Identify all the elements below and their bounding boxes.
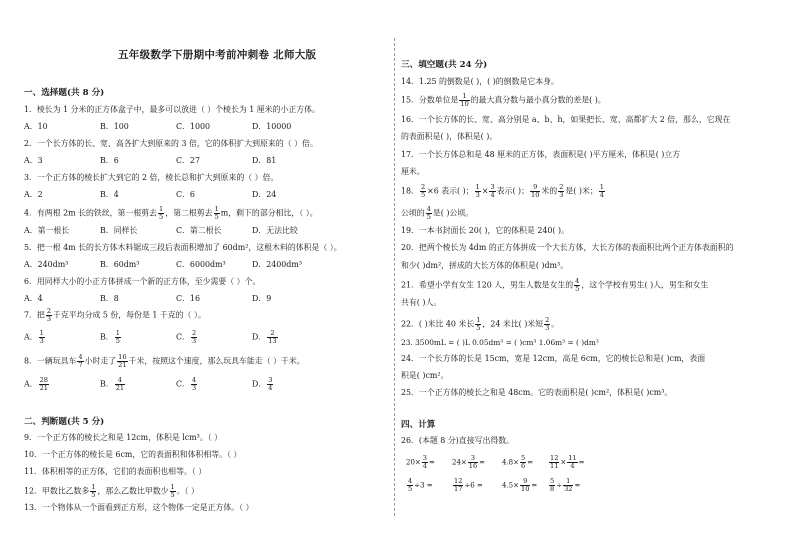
option-b[interactable]: B．8 xyxy=(100,294,119,303)
calc-item-6: $\frac{12}{17}$ ÷6 = xyxy=(454,477,483,493)
fraction-three-fourths: $\frac{3}{4}$ xyxy=(490,183,495,199)
option-a[interactable]: A．240dm³ xyxy=(24,260,69,269)
question-21-text-a: 21．希望小学有女生 120 人，男生人数是女生的 xyxy=(401,280,574,290)
option-b[interactable]: B．100 xyxy=(100,122,129,131)
fraction-one-fifth: $\frac{1}{5}$ xyxy=(214,205,219,221)
question-16: 16．一个长方体的长、宽、高分别是 a、b、h，如果把长、宽、高都扩大 2 倍，那么，它现在 xyxy=(401,115,731,124)
question-18-text-c: × xyxy=(481,186,489,196)
question-5-options xyxy=(24,260,302,270)
question-7-text-b: 千克平均分成 5 份，每份是 1 千克的（ ）。 xyxy=(53,310,206,320)
question-8-text-a: 8．一辆玩具车 xyxy=(24,356,77,366)
fraction-two-fifths: $\frac{2}{5}$ xyxy=(420,183,426,199)
question-1-options xyxy=(24,122,291,132)
question-9: 9．一个正方体的棱长之和是 12cm，体积是 lcm³。（ ） xyxy=(24,433,223,442)
calc-item-4: $\frac{12}{11}$ × $\frac{11}{4}$ = xyxy=(550,454,585,470)
calc-item-1: 20× $\frac{3}{4}$ = xyxy=(406,454,435,470)
fraction-one-fourth: $\frac{1}{4}$ xyxy=(599,183,604,199)
option-b[interactable]: B．60dm³ xyxy=(100,260,140,269)
option-c[interactable]: C． $\frac{4}{3}$ xyxy=(176,376,197,392)
question-17-line-2: 厘米。 xyxy=(401,167,425,176)
question-6: 6．用同样大小的小正方体拼成一个新的正方体，至少需要（ ）个。 xyxy=(24,277,261,286)
option-a[interactable]: A．4 xyxy=(24,294,43,303)
question-25: 25．一个正方体的棱长之和是 48cm。它的表面积是( )cm²，体积是( )cm³。 xyxy=(401,388,673,397)
question-7-options xyxy=(24,330,279,345)
question-4-text-c: m，剩下的部分相比，（ ）。 xyxy=(220,208,318,218)
option-d[interactable]: D．无法比较 xyxy=(252,226,298,235)
question-14: 14．1.25 的倒数是( )，( )的倒数是它本身。 xyxy=(401,77,559,86)
option-a[interactable]: A．第一根长 xyxy=(24,226,70,235)
option-b[interactable]: B． $\frac{1}{5}$ xyxy=(100,329,120,345)
fraction-four-fifths: $\frac{4}{5}$ xyxy=(575,277,580,293)
question-26: 26．(本题 8 分)直接写出得数。 xyxy=(401,436,515,445)
question-15-text-b: 的最大真分数与最小真分数的差是( )。 xyxy=(470,95,606,105)
option-c[interactable]: C．6000dm³ xyxy=(176,260,226,269)
fraction-one-tenth: $\frac{1}{10}$ xyxy=(460,92,469,108)
question-22-text-b: ，24 米比( )米短 xyxy=(482,319,544,329)
question-21-text-b: ，这个学校有男生( )人，男生和女生 xyxy=(581,280,709,290)
question-17: 17．一个长方体总和是 48 厘米的正方体，表面积是( )平方厘米，体积是( )立方 xyxy=(401,150,681,159)
question-11: 11．体积相等的正方体，它们的表面积也相等。（ ） xyxy=(24,467,207,476)
option-c[interactable]: C． $\frac{2}{3}$ xyxy=(176,329,197,345)
fraction-two-thirds: $\frac{2}{3}$ xyxy=(559,183,564,199)
question-22-text-a: 22．( )米比 40 米长 xyxy=(401,319,475,329)
section-judge-heading: 二、判断题(共 5 分) xyxy=(24,417,105,427)
question-5: 5．把一根 4m 长的长方体木料锯成三段后表面积增加了 60dm²，这根木料的体积是（ ）。 xyxy=(24,243,342,252)
option-d[interactable]: D．9 xyxy=(252,294,272,303)
section-choice-heading: 一、选择题(共 8 分) xyxy=(24,88,105,98)
option-a[interactable]: A． $\frac{1}{3}$ xyxy=(24,329,44,345)
question-23: 23. 3500mL = ( )L 0.05dm³ = ( )cm³ 1.06m³ = ( )dm³ xyxy=(401,338,599,347)
option-a[interactable]: A．10 xyxy=(24,122,48,131)
fraction-two-thirds: $\frac{2}{3}$ xyxy=(46,307,52,323)
question-21 xyxy=(401,278,708,293)
question-2-options xyxy=(24,156,276,166)
option-d[interactable]: D．10000 xyxy=(252,122,292,131)
question-18-text-d: 表示( )； xyxy=(496,186,529,196)
option-b[interactable]: B． $\frac{4}{21}$ xyxy=(100,376,125,392)
option-b[interactable]: B．6 xyxy=(100,156,119,165)
question-18-text-e: 米的 xyxy=(541,186,558,196)
question-19: 19．一本书封面长 20( )，它的体积是 240( )。 xyxy=(401,226,569,235)
calc-item-2: 24× $\frac{3}{16}$ = xyxy=(452,454,486,470)
calc-item-5: $\frac{4}{5}$ ÷3 = xyxy=(408,477,433,493)
option-b[interactable]: B．4 xyxy=(100,190,119,199)
question-4 xyxy=(24,206,318,221)
question-3: 3．一个正方体的棱长扩大到它的 2 倍，棱长总和扩大到原来的（ ）倍。 xyxy=(24,173,279,182)
question-22-text-c: 。 xyxy=(551,319,560,329)
fraction-one-fifth: $\frac{1}{5}$ xyxy=(159,205,164,221)
question-21-line-2: 共有( )人。 xyxy=(401,298,442,307)
fraction-two-thirds: $\frac{2}{3}$ xyxy=(545,316,550,332)
question-18 xyxy=(401,184,606,199)
fraction-one-fifth: $\frac{1}{5}$ xyxy=(91,483,96,499)
question-12-text-a: 12．甲数比乙数多 xyxy=(24,486,90,496)
section-fill-heading: 三、填空题(共 24 分) xyxy=(401,60,488,70)
question-12 xyxy=(24,484,199,499)
question-24: 24．一个长方体的长是 15cm，宽是 12cm，高是 6cm，它的棱长总和是( )cm，表面 xyxy=(401,354,706,363)
fraction-four-sevenths: $\frac{4}{7}$ xyxy=(78,353,83,369)
question-18-text-a: 18． xyxy=(401,186,419,196)
question-20: 20．把两个棱长为 4dm 的正方体拼成一个大长方体，大长方体的表面积比两个正方体表面积的 xyxy=(401,243,734,252)
option-c[interactable]: C．16 xyxy=(176,294,200,303)
fraction-one-third: $\frac{1}{3}$ xyxy=(475,183,480,199)
column-divider xyxy=(394,38,395,516)
option-c[interactable]: C．1000 xyxy=(176,122,211,131)
question-3-options xyxy=(24,190,276,200)
option-a[interactable]: A．3 xyxy=(24,156,43,165)
option-c[interactable]: C．6 xyxy=(176,190,195,199)
question-18-text-g: 公顷的 xyxy=(401,208,425,218)
fraction-one-fifth: $\frac{1}{5}$ xyxy=(476,316,481,332)
section-calc-heading: 四、计算 xyxy=(401,420,436,430)
question-8-text-c: 千米，按照这个速度，那么玩具车能走（ ）千米。 xyxy=(128,356,305,366)
question-10: 10．一个正方体的棱长是 6cm，它的表面积和体积相等。（ ） xyxy=(24,450,242,459)
option-c[interactable]: C．第二根长 xyxy=(176,226,222,235)
calc-item-8: $\frac{5}{8}$ ÷ $\frac{1}{32}$ = xyxy=(550,477,581,493)
question-15-text-a: 15．分数单位是 xyxy=(401,95,459,105)
question-4-text-a: 4．有两根 2m 长的铁丝，第一根剪去 xyxy=(24,208,158,218)
question-8-text-b: 小时走了 xyxy=(84,356,117,366)
question-12-text-b: ，那么乙数比甲数少 xyxy=(97,486,169,496)
question-1: 1．棱长为 1 分米的正方体盒子中，最多可以放进（ ）个棱长为 1 厘米的小正方体。 xyxy=(24,105,320,114)
question-4-text-b: ，第二根剪去 xyxy=(165,208,213,218)
option-c[interactable]: C．27 xyxy=(176,156,200,165)
question-22 xyxy=(401,317,559,332)
calc-item-7: 4.5× $\frac{9}{10}$ = xyxy=(502,477,538,493)
question-8 xyxy=(24,354,305,369)
option-a[interactable]: A．2 xyxy=(24,190,43,199)
option-d[interactable]: D． $\frac{3}{4}$ xyxy=(252,376,273,392)
option-d[interactable]: D． $\frac{2}{13}$ xyxy=(252,329,277,345)
question-7-text-a: 7．把 xyxy=(24,310,45,320)
page-title: 五年级数学下册期中考前冲刺卷 北师大版 xyxy=(118,49,317,61)
calc-item-3: 4.8× $\frac{5}{6}$ = xyxy=(502,454,534,470)
question-18-text-h: 是( )公顷。 xyxy=(432,208,474,218)
option-a[interactable]: A． $\frac{28}{21}$ xyxy=(24,376,48,392)
question-6-options xyxy=(24,294,271,304)
option-d[interactable]: D．24 xyxy=(252,190,277,199)
question-24-line-2: 积是( )cm²。 xyxy=(401,371,449,380)
option-d[interactable]: D．81 xyxy=(252,156,277,165)
question-8-options xyxy=(24,377,274,392)
question-18-text-b: ×6 表示( )； xyxy=(427,186,474,196)
question-4-options xyxy=(24,226,298,236)
question-16-line-2: 的表面积是( )，体积是( )。 xyxy=(401,132,498,141)
question-18-line-2 xyxy=(401,206,473,221)
fraction-one-fifth: $\frac{1}{5}$ xyxy=(170,483,175,499)
question-15 xyxy=(401,93,606,108)
question-13: 13．一个物体从一个面看到正方形，这个物体一定是正方体。（ ） xyxy=(24,503,254,512)
question-18-text-f: 是( )米； xyxy=(565,186,598,196)
fraction-sixteen-21: $\frac{16}{21}$ xyxy=(118,353,127,369)
question-12-text-c: 。（ ） xyxy=(176,486,199,496)
option-d[interactable]: D．2400dm³ xyxy=(252,260,302,269)
question-2: 2．一个长方体的长、宽、高各扩大到原来的 3 倍，它的体积扩大到原来的（ ）倍。 xyxy=(24,139,318,148)
question-7 xyxy=(24,308,206,323)
question-20-line-2: 和少( )dm²，拼成的大长方体的体积是( )dm³。 xyxy=(401,261,569,270)
fraction-four-fifths: $\frac{4}{5}$ xyxy=(426,205,431,221)
option-b[interactable]: B．同样长 xyxy=(100,226,138,235)
fraction-nine-tenths: $\frac{9}{10}$ xyxy=(531,183,540,199)
